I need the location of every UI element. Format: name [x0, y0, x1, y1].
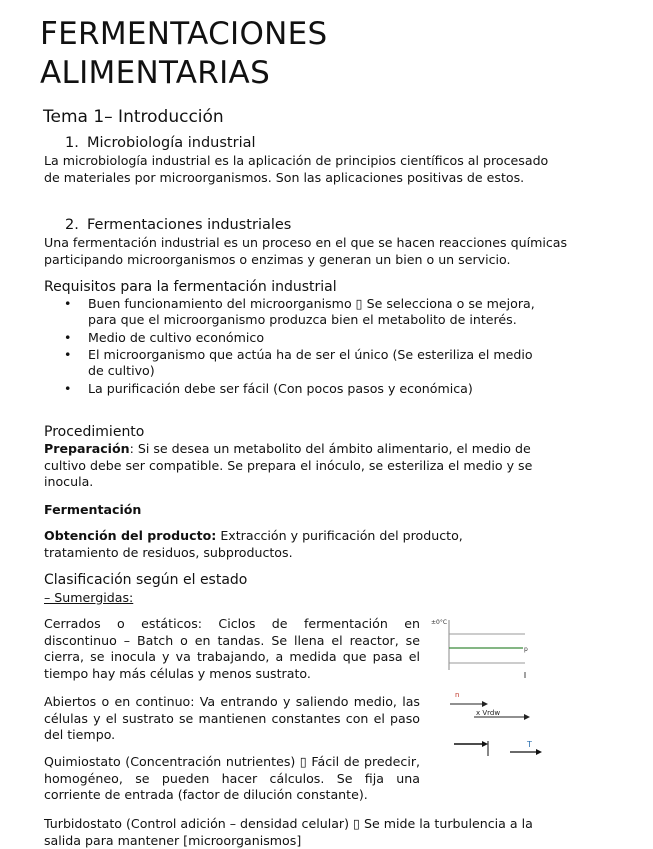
title-line-1: FERMENTACIONES — [40, 16, 328, 52]
abiertos-paragraph: Abiertos o en continuo: Va entrando y saliendo medio, las células y el sustrato se mantienen constantes con el paso del tiempo. — [44, 694, 420, 742]
sumergidas-subheading: – Sumergidas: — [44, 590, 134, 605]
step-flow-figure — [454, 738, 549, 760]
list-item: • La purificación debe ser fácil (Con pocos pasos y económica) — [62, 381, 552, 397]
batch-graph-axis-label: ±0°C — [431, 619, 448, 626]
procedimiento-heading: Procedimiento — [44, 424, 145, 440]
section-number: 1. — [65, 135, 79, 151]
batch-graph-mark: p — [524, 646, 528, 653]
section-number: 2. — [65, 217, 79, 233]
obtencion-paragraph — [44, 528, 514, 561]
cerrados-paragraph: Cerrados o estáticos: Ciclos de fermentación en discontinuo – Batch o en tandas. Se llena el reactor, se cierra, se inocula y va trabajando, a medida que pasa el tiempo hay más células y menos sustrato. — [44, 616, 420, 681]
section-text-fermentaciones: Una fermentación industrial es un proceso en el que se hacen reacciones químicas participando microorganismos o enzimas y generan un bien o un servicio. — [44, 235, 568, 267]
preparacion-label: Preparación — [44, 441, 130, 456]
title-line-2: ALIMENTARIAS — [40, 55, 271, 91]
arrow-right-icon — [536, 749, 542, 755]
section-heading-fermentaciones — [65, 216, 291, 234]
fermentacion-paragraph — [44, 502, 564, 519]
batch-graph-figure — [425, 614, 535, 680]
obtencion-text: Extracción y purificación del producto, tratamiento de residuos, subproductos. — [44, 528, 463, 560]
clasificacion-heading: Clasificación según el estado — [44, 572, 248, 588]
document-title — [40, 15, 328, 93]
continuous-flow-mark: n — [455, 691, 460, 699]
list-item: • El microorganismo que actúa ha de ser el único (Se esteriliza el medio de cultivo) — [62, 347, 552, 379]
fermentacion-label: Fermentación — [44, 502, 142, 517]
quimiostato-paragraph: Quimiostato (Concentración nutrientes) ▯ Fácil de predecir, homogéneo, se pueden hacer cálculos. Se fija una corriente de entrada (factor de dilución constante). — [44, 754, 420, 802]
chapter-heading: Tema 1– Introducción — [43, 107, 224, 127]
continuous-flow-figure — [448, 690, 538, 730]
obtencion-label: Obtención del producto: — [44, 528, 217, 543]
list-item: • Medio de cultivo económico — [62, 330, 552, 346]
requisitos-list — [62, 296, 552, 398]
preparacion-paragraph — [44, 441, 559, 491]
turbidostato-paragraph: Turbidostato (Control adición – densidad celular) ▯ Se mide la turbulencia a la salida para mantener [microorganismos] — [44, 816, 533, 848]
continuous-flow-label: x Vrdw — [476, 709, 501, 717]
requisitos-heading: Requisitos para la fermentación industrial — [44, 279, 337, 295]
section-heading-microbiologia — [65, 134, 256, 152]
section-title: Microbiología industrial — [87, 135, 256, 151]
section-text-microbiologia: La microbiología industrial es la aplicación de principios científicos al procesado de materiales por microorganismos. Son las aplicaciones positivas de estos. — [44, 153, 549, 185]
arrow-right-icon — [524, 714, 530, 720]
preparacion-text: : Si se desea un metabolito del ámbito alimentario, el medio de cultivo debe ser compatible. Se prepara el inóculo, se esteriliza el medio y se inocula. — [44, 441, 533, 489]
section-title: Fermentaciones industriales — [87, 217, 292, 233]
arrow-right-icon — [482, 741, 488, 747]
list-item: • Buen funcionamiento del microorganismo ▯ Se selecciona o se mejora, para que el microorganismo produzca bien el metabolito de interés. — [62, 296, 552, 328]
arrow-right-icon — [482, 701, 488, 707]
step-flow-mark: T — [527, 740, 532, 749]
